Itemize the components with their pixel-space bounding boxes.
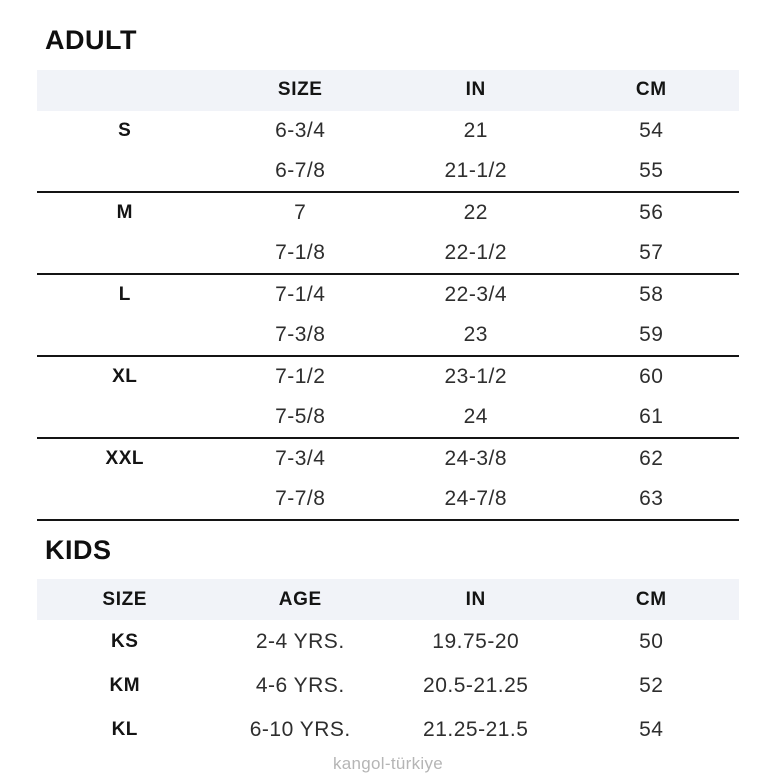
age-cell: 2-4 YRS. <box>255 630 345 654</box>
inches-cell: 21 <box>463 118 488 142</box>
hat-size-cell: 7-1/8 <box>275 240 326 264</box>
column-header-size: SIZE <box>102 588 148 610</box>
table-row <box>37 664 739 708</box>
size-group-l <box>37 275 739 357</box>
hat-size-cell: 6-7/8 <box>275 158 326 182</box>
size-label-cell: KL <box>111 719 138 741</box>
kids-section-heading: KIDS <box>45 534 112 565</box>
size-group-xl <box>37 357 739 439</box>
table-row <box>37 397 739 437</box>
cm-cell: 56 <box>639 200 664 224</box>
hat-size-cell: 6-3/4 <box>275 118 326 142</box>
cm-cell: 52 <box>639 674 664 698</box>
cm-cell: 58 <box>639 282 664 306</box>
column-header-in: IN <box>465 588 486 610</box>
column-header-age: AGE <box>278 588 322 610</box>
table-row <box>37 357 739 397</box>
table-row <box>37 708 739 752</box>
cm-cell: 54 <box>639 118 664 142</box>
table-row <box>37 439 739 479</box>
column-header-in: IN <box>465 79 486 101</box>
table-row <box>37 479 739 519</box>
inches-cell: 23 <box>463 322 488 346</box>
watermark-text: kangol-türkiye <box>332 754 444 774</box>
hat-size-cell: 7-3/4 <box>275 446 326 470</box>
inches-cell: 24-3/8 <box>444 446 508 470</box>
hat-size-cell: 7 <box>294 200 307 224</box>
column-header-cm: CM <box>635 588 667 610</box>
size-label-cell: KS <box>111 631 139 653</box>
size-label-cell: L <box>118 283 131 305</box>
cm-cell: 60 <box>639 364 664 388</box>
inches-cell: 24-7/8 <box>444 486 508 510</box>
size-label-cell: XL <box>112 365 138 387</box>
table-row <box>37 233 739 273</box>
cm-cell: 59 <box>639 322 664 346</box>
inches-cell: 21-1/2 <box>444 158 508 182</box>
kids-size-table <box>37 579 739 752</box>
size-group-s <box>37 111 739 193</box>
table-row <box>37 193 739 233</box>
size-label-cell: KM <box>109 675 141 697</box>
cm-cell: 55 <box>639 158 664 182</box>
table-row <box>37 620 739 664</box>
hat-size-cell: 7-1/4 <box>275 282 326 306</box>
inches-cell: 21.25-21.5 <box>423 718 529 742</box>
adult-table-header-row <box>37 70 739 111</box>
cm-cell: 54 <box>639 718 664 742</box>
size-label-cell: S <box>118 119 132 141</box>
size-label-cell: XXL <box>105 447 144 469</box>
cm-cell: 61 <box>639 404 664 428</box>
inches-cell: 19.75-20 <box>432 630 520 654</box>
size-label-cell: M <box>116 201 133 223</box>
table-row <box>37 275 739 315</box>
hat-size-cell: 7-7/8 <box>275 486 326 510</box>
size-group-m <box>37 193 739 275</box>
inches-cell: 23-1/2 <box>444 364 508 388</box>
hat-size-cell: 7-3/8 <box>275 322 326 346</box>
age-cell: 6-10 YRS. <box>249 718 351 742</box>
cm-cell: 50 <box>639 630 664 654</box>
column-header-cm: CM <box>635 79 667 101</box>
column-header-size: SIZE <box>277 79 323 101</box>
table-row <box>37 111 739 151</box>
hat-size-cell: 7-5/8 <box>275 404 326 428</box>
inches-cell: 22 <box>463 200 488 224</box>
inches-cell: 20.5-21.25 <box>423 674 529 698</box>
size-group-xxl <box>37 439 739 521</box>
adult-section-heading: ADULT <box>45 25 137 55</box>
kids-table-header-row <box>37 579 739 620</box>
inches-cell: 22-1/2 <box>444 240 508 264</box>
hat-size-cell: 7-1/2 <box>275 364 326 388</box>
cm-cell: 63 <box>639 486 664 510</box>
adult-size-table <box>37 70 739 521</box>
cm-cell: 57 <box>639 240 664 264</box>
inches-cell: 22-3/4 <box>444 282 508 306</box>
table-row <box>37 151 739 191</box>
cm-cell: 62 <box>639 446 664 470</box>
table-row <box>37 315 739 355</box>
inches-cell: 24 <box>463 404 488 428</box>
age-cell: 4-6 YRS. <box>255 674 345 698</box>
